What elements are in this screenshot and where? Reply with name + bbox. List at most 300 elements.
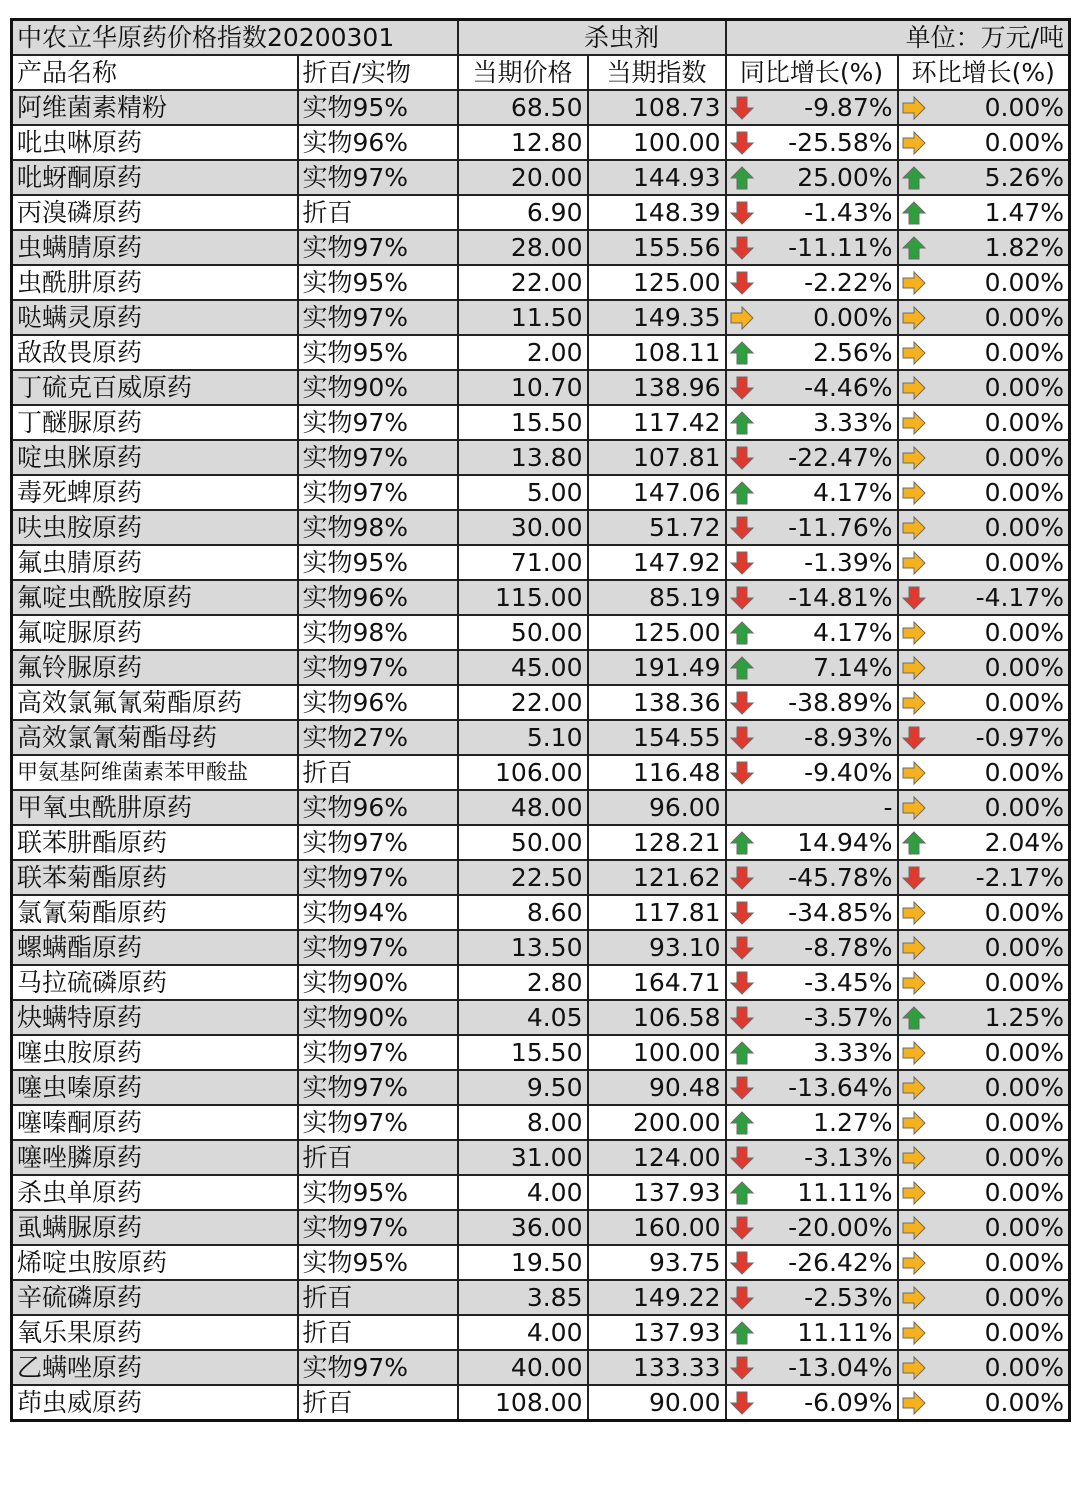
price-cell: 4.00 [458,1175,588,1210]
yoy-cell [726,300,898,335]
arrow-up-icon [901,1005,927,1031]
arrow-down-icon [729,1250,755,1276]
yoy-cell [726,125,898,160]
table-row [12,825,1070,860]
table-row [12,790,1070,825]
mom-cell-value: 0.00% [984,1178,1065,1207]
mom-cell [898,300,1070,335]
spec-cell: 实物97% [298,825,458,860]
table-row [12,1280,1070,1315]
arrow-up-icon [729,830,755,856]
table-row [12,90,1070,125]
arrow-up-icon [729,480,755,506]
table-row [12,895,1070,930]
spec-cell: 实物97% [298,160,458,195]
mom-cell [898,1385,1070,1421]
spec-cell: 实物96% [298,790,458,825]
product-name-cell: 噻唑膦原药 [12,1140,298,1175]
product-name-cell: 虫螨腈原药 [12,230,298,265]
yoy-cell-value: 25.00% [797,163,893,192]
index-cell: 96.00 [588,790,726,825]
table-row [12,1245,1070,1280]
price-cell: 4.00 [458,1315,588,1350]
arrow-flat-icon [901,935,927,961]
product-name-cell: 联苯菊酯原药 [12,860,298,895]
arrow-up-icon [729,620,755,646]
spec-cell: 实物96% [298,125,458,160]
table-row [12,230,1070,265]
table-row [12,335,1070,370]
spec-cell: 实物97% [298,1350,458,1385]
table-row [12,300,1070,335]
yoy-cell [726,545,898,580]
product-name-cell: 毒死蜱原药 [12,475,298,510]
index-cell: 107.81 [588,440,726,475]
yoy-cell [726,1000,898,1035]
header-mom: 环比增长(%) [898,55,1070,90]
arrow-down-icon [729,1075,755,1101]
arrow-up-icon [729,165,755,191]
mom-cell [898,650,1070,685]
arrow-down-icon [901,725,927,751]
mom-cell [898,1070,1070,1105]
yoy-cell-value: -34.85% [788,898,893,927]
arrow-up-icon [729,410,755,436]
index-cell: 51.72 [588,510,726,545]
mom-cell [898,265,1070,300]
arrow-up-icon [729,1320,755,1346]
mom-cell [898,1210,1070,1245]
mom-cell-value: 0.00% [984,373,1065,402]
yoy-cell [726,720,898,755]
index-cell: 100.00 [588,125,726,160]
arrow-flat-icon [901,1355,927,1381]
price-cell: 30.00 [458,510,588,545]
yoy-cell [726,825,898,860]
arrow-flat-icon [901,900,927,926]
arrow-down-icon [729,1215,755,1241]
yoy-cell-value: -9.87% [804,93,893,122]
spec-cell: 实物97% [298,860,458,895]
product-name-cell: 氟虫腈原药 [12,545,298,580]
yoy-cell [726,370,898,405]
arrow-flat-icon [901,1145,927,1171]
mom-cell-value: 0.00% [984,128,1065,157]
arrow-flat-icon [901,130,927,156]
spec-cell: 实物90% [298,1000,458,1035]
arrow-flat-icon [901,1320,927,1346]
mom-cell [898,860,1070,895]
arrow-flat-icon [901,970,927,996]
arrow-down-icon [729,515,755,541]
spec-cell: 实物97% [298,440,458,475]
spec-cell: 实物97% [298,930,458,965]
yoy-cell [726,475,898,510]
yoy-cell-value: - [883,793,893,822]
index-cell: 144.93 [588,160,726,195]
mom-cell-value: 0.00% [984,1283,1065,1312]
mom-cell-value: 0.00% [984,933,1065,962]
mom-cell-value: 0.00% [984,338,1065,367]
mom-cell-value: 0.00% [984,478,1065,507]
price-cell: 3.85 [458,1280,588,1315]
arrow-flat-icon [729,305,755,331]
arrow-down-icon [729,130,755,156]
yoy-cell-value: -22.47% [788,443,893,472]
mom-cell [898,720,1070,755]
mom-cell [898,825,1070,860]
product-name-cell: 哒螨灵原药 [12,300,298,335]
product-name-cell: 烯啶虫胺原药 [12,1245,298,1280]
index-cell: 200.00 [588,1105,726,1140]
price-cell: 15.50 [458,1035,588,1070]
yoy-cell-value: 1.27% [813,1108,893,1137]
arrow-down-icon [729,935,755,961]
yoy-cell-value: 0.00% [813,303,893,332]
product-name-cell: 氟啶虫酰胺原药 [12,580,298,615]
arrow-up-icon [901,200,927,226]
yoy-cell [726,965,898,1000]
table-title: 中农立华原药价格指数20200301 [12,20,458,56]
yoy-cell [726,1280,898,1315]
price-cell: 11.50 [458,300,588,335]
yoy-cell [726,160,898,195]
price-cell: 19.50 [458,1245,588,1280]
mom-cell-value: 0.00% [984,408,1065,437]
price-cell: 12.80 [458,125,588,160]
table-row [12,195,1070,230]
table-row [12,1000,1070,1035]
yoy-cell-value: 7.14% [813,653,893,682]
product-name-cell: 甲氨基阿维菌素苯甲酸盐 [12,755,298,790]
product-name-cell: 高效氯氰菊酯母药 [12,720,298,755]
price-cell: 50.00 [458,615,588,650]
arrow-flat-icon [901,1075,927,1101]
spec-cell: 实物97% [298,1035,458,1070]
mom-cell [898,615,1070,650]
product-name-cell: 丙溴磷原药 [12,195,298,230]
index-cell: 93.75 [588,1245,726,1280]
spec-cell: 实物97% [298,405,458,440]
yoy-cell-value: 2.56% [813,338,893,367]
index-cell: 108.73 [588,90,726,125]
arrow-flat-icon [901,1285,927,1311]
price-cell: 22.00 [458,265,588,300]
mom-cell [898,1105,1070,1140]
yoy-cell [726,230,898,265]
price-cell: 36.00 [458,1210,588,1245]
spec-cell: 实物97% [298,1210,458,1245]
arrow-down-icon [729,690,755,716]
yoy-cell [726,790,898,825]
price-cell: 22.00 [458,685,588,720]
arrow-flat-icon [901,375,927,401]
index-cell: 160.00 [588,1210,726,1245]
yoy-cell [726,1140,898,1175]
index-cell: 124.00 [588,1140,726,1175]
product-name-cell: 高效氯氟氰菊酯原药 [12,685,298,720]
mom-cell [898,1350,1070,1385]
spec-cell: 实物95% [298,265,458,300]
arrow-down-icon [901,585,927,611]
mom-cell [898,510,1070,545]
index-cell: 138.36 [588,685,726,720]
yoy-cell-value: -3.13% [804,1143,893,1172]
arrow-flat-icon [901,1110,927,1136]
yoy-cell-value: -26.42% [788,1248,893,1277]
index-cell: 147.92 [588,545,726,580]
price-cell: 5.10 [458,720,588,755]
yoy-cell [726,440,898,475]
mom-cell [898,930,1070,965]
product-name-cell: 噻嗪酮原药 [12,1105,298,1140]
table-row [12,860,1070,895]
price-cell: 108.00 [458,1385,588,1421]
index-cell: 125.00 [588,615,726,650]
yoy-cell [726,195,898,230]
yoy-cell [726,405,898,440]
table-row [12,160,1070,195]
index-cell: 125.00 [588,265,726,300]
table-row [12,685,1070,720]
unit-label: 单位：万元/吨 [726,20,1070,56]
mom-cell-value: -4.17% [975,583,1065,612]
yoy-cell-value: 14.94% [797,828,893,857]
spec-cell: 实物95% [298,1175,458,1210]
yoy-cell-value: -38.89% [788,688,893,717]
arrow-down-icon [729,585,755,611]
arrow-down-icon [729,200,755,226]
arrow-down-icon [729,550,755,576]
mom-cell-value: 0.00% [984,1073,1065,1102]
yoy-cell-value: -6.09% [804,1388,893,1417]
spec-cell: 实物98% [298,510,458,545]
arrow-flat-icon [901,620,927,646]
arrow-up-icon [729,340,755,366]
spec-cell: 实物97% [298,475,458,510]
mom-cell [898,1280,1070,1315]
yoy-cell [726,335,898,370]
index-cell: 191.49 [588,650,726,685]
product-name-cell: 噻虫胺原药 [12,1035,298,1070]
table-row [12,1035,1070,1070]
table-row [12,370,1070,405]
product-name-cell: 甲氧虫酰肼原药 [12,790,298,825]
spec-cell: 实物95% [298,1245,458,1280]
yoy-cell [726,1035,898,1070]
price-cell: 45.00 [458,650,588,685]
price-cell: 8.00 [458,1105,588,1140]
mom-cell [898,895,1070,930]
product-name-cell: 虫酰肼原药 [12,265,298,300]
index-cell: 90.00 [588,1385,726,1421]
mom-cell-value: 0.00% [984,1248,1065,1277]
category-label [458,20,726,56]
arrow-flat-icon [901,655,927,681]
product-name-cell: 敌敌畏原药 [12,335,298,370]
yoy-cell [726,1315,898,1350]
mom-cell-value: 0.00% [984,758,1065,787]
yoy-cell [726,1350,898,1385]
yoy-cell-value: -11.11% [788,233,893,262]
mom-cell [898,160,1070,195]
arrow-flat-icon [901,410,927,436]
yoy-cell [726,1175,898,1210]
mom-cell [898,1035,1070,1070]
price-cell: 28.00 [458,230,588,265]
yoy-cell-value: -2.22% [804,268,893,297]
table-row [12,440,1070,475]
mom-cell [898,965,1070,1000]
arrow-up-icon [729,655,755,681]
product-name-cell: 螺螨酯原药 [12,930,298,965]
table-row [12,510,1070,545]
yoy-cell [726,1245,898,1280]
index-cell: 90.48 [588,1070,726,1105]
spec-cell: 实物96% [298,685,458,720]
index-cell: 121.62 [588,860,726,895]
table-row [12,580,1070,615]
spec-cell: 实物95% [298,335,458,370]
product-name-cell: 氧乐果原药 [12,1315,298,1350]
price-cell: 20.00 [458,160,588,195]
arrow-flat-icon [901,95,927,121]
mom-cell [898,1140,1070,1175]
mom-cell-value: 0.00% [984,968,1065,997]
header-yoy: 同比增长(%) [726,55,898,90]
mom-cell-value: 0.00% [984,1388,1065,1417]
price-index-sheet [10,18,1068,1422]
arrow-down-icon [729,375,755,401]
yoy-cell [726,1385,898,1421]
yoy-cell [726,755,898,790]
table-row [12,1315,1070,1350]
price-cell: 4.05 [458,1000,588,1035]
mom-cell-value: 1.47% [984,198,1065,227]
table-row [12,1210,1070,1245]
mom-cell-value: 0.00% [984,303,1065,332]
yoy-cell [726,1105,898,1140]
yoy-cell-value: 11.11% [797,1318,893,1347]
price-cell: 9.50 [458,1070,588,1105]
yoy-cell-value: -8.78% [804,933,893,962]
spec-cell: 实物98% [298,615,458,650]
mom-cell [898,90,1070,125]
mom-cell-value: 0.00% [984,93,1065,122]
mom-cell-value: 1.82% [984,233,1065,262]
mom-cell-value: 0.00% [984,1213,1065,1242]
product-name-cell: 呋虫胺原药 [12,510,298,545]
product-name-cell: 马拉硫磷原药 [12,965,298,1000]
mom-cell-value: 2.04% [984,828,1065,857]
spec-cell: 折百 [298,755,458,790]
arrow-flat-icon [901,1040,927,1066]
mom-cell [898,405,1070,440]
spec-cell: 实物94% [298,895,458,930]
spec-cell: 折百 [298,1385,458,1421]
arrow-down-icon [729,445,755,471]
header-product-name: 产品名称 [12,55,298,90]
table-row [12,265,1070,300]
yoy-cell [726,1210,898,1245]
price-cell: 15.50 [458,405,588,440]
mom-cell-value: 0.00% [984,618,1065,647]
header-row [12,55,1070,90]
index-cell: 164.71 [588,965,726,1000]
mom-cell-value: -0.97% [975,723,1065,752]
price-cell: 5.00 [458,475,588,510]
spec-cell: 实物97% [298,300,458,335]
price-cell: 48.00 [458,790,588,825]
header-spec: 折百/实物 [298,55,458,90]
mom-cell [898,790,1070,825]
table-row [12,405,1070,440]
yoy-cell-value: -8.93% [804,723,893,752]
yoy-cell [726,265,898,300]
price-cell: 31.00 [458,1140,588,1175]
category-text: 杀虫剂 [584,23,660,52]
arrow-up-icon [901,830,927,856]
arrow-flat-icon [901,1390,927,1416]
table-row [12,930,1070,965]
table-row [12,545,1070,580]
yoy-cell-value: -9.40% [804,758,893,787]
yoy-cell [726,650,898,685]
index-cell: 154.55 [588,720,726,755]
arrow-down-icon [729,900,755,926]
arrow-up-icon [729,1180,755,1206]
table-row [12,615,1070,650]
yoy-cell-value: 3.33% [813,408,893,437]
mom-cell-value: 0.00% [984,1318,1065,1347]
table-row [12,1140,1070,1175]
arrow-down-icon [729,1355,755,1381]
price-cell: 10.70 [458,370,588,405]
yoy-cell [726,615,898,650]
price-cell: 8.60 [458,895,588,930]
index-cell: 100.00 [588,1035,726,1070]
yoy-cell-value: 4.17% [813,618,893,647]
index-cell: 106.58 [588,1000,726,1035]
index-cell: 147.06 [588,475,726,510]
table-row [12,125,1070,160]
mom-cell [898,1000,1070,1035]
mom-cell [898,335,1070,370]
index-cell: 128.21 [588,825,726,860]
price-cell: 13.80 [458,440,588,475]
arrow-down-icon [901,865,927,891]
product-name-cell: 啶虫脒原药 [12,440,298,475]
product-name-cell: 吡虫啉原药 [12,125,298,160]
arrow-flat-icon [901,1250,927,1276]
product-name-cell: 阿维菌素精粉 [12,90,298,125]
yoy-cell-value: -13.04% [788,1353,893,1382]
spec-cell: 折百 [298,1280,458,1315]
yoy-cell [726,685,898,720]
yoy-cell [726,580,898,615]
arrow-up-icon [901,235,927,261]
yoy-cell [726,930,898,965]
yoy-cell-value: -3.57% [804,1003,893,1032]
index-cell: 93.10 [588,930,726,965]
mom-cell-value: 0.00% [984,898,1065,927]
yoy-cell [726,1070,898,1105]
arrow-flat-icon [901,1180,927,1206]
table-row [12,1105,1070,1140]
table-row [12,650,1070,685]
index-cell: 138.96 [588,370,726,405]
price-cell: 13.50 [458,930,588,965]
